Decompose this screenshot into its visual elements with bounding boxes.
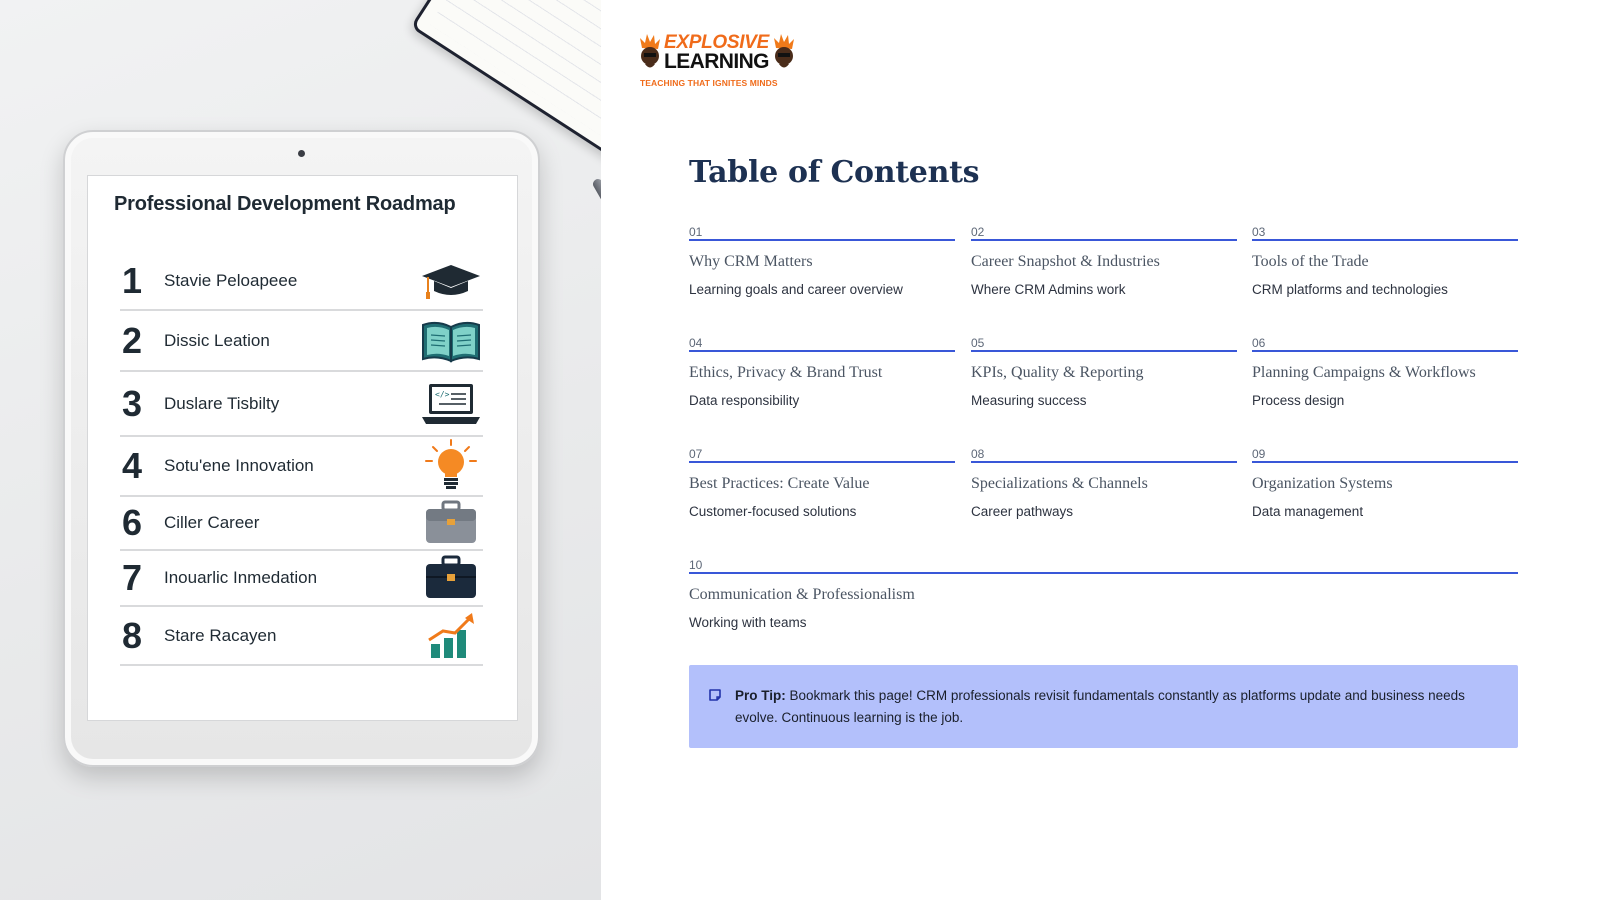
toc-item-06[interactable] [1252,336,1518,408]
briefcase-navy-icon [419,555,483,601]
roadmap-item-number: 7 [122,557,143,598]
svg-text:</>: </> [435,389,450,399]
toc-item-description: Customer-focused solutions [689,504,857,519]
roadmap-item-label: Duslare Tisbilty [164,393,280,413]
roadmap-item-number: 8 [122,614,143,656]
toc-item-description: Working with teams [689,615,807,630]
roadmap-item-number: 2 [122,319,143,361]
toc-item-01[interactable] [689,225,955,297]
open-book-icon [419,318,483,364]
page-title: Table of Contents [689,155,980,190]
hero-photo [0,0,601,900]
toc-item-02[interactable] [971,225,1237,297]
toc-item-description: Data responsibility [689,393,800,408]
brand-mascot-icon [638,34,662,72]
roadmap-item [120,551,483,607]
pro-tip-callout [689,665,1518,748]
toc-item-heading[interactable]: Best Practices: Create Value [689,475,870,492]
roadmap-item-number: 3 [122,382,143,424]
toc-item-07[interactable] [689,447,955,519]
toc-item-heading[interactable]: Tools of the Trade [1252,253,1369,270]
pro-tip-label: Pro Tip: [735,688,786,703]
toc-item-number: 04 [689,336,955,352]
roadmap-item [120,607,483,666]
tablet-camera [298,150,305,157]
roadmap-list [120,252,483,666]
pro-tip-text: Bookmark this page! CRM professionals revisit fundamentals constantly as platforms update and business needs evolve. Continuous learning is the job. [735,688,1465,725]
tablet-screen [87,175,518,721]
roadmap-title: Professional Development Roadmap [114,193,456,215]
roadmap-item-label: Sotu'ene Innovation [164,456,314,475]
toc-item-heading[interactable]: Career Snapshot & Industries [971,253,1160,270]
graduation-cap-icon [419,258,483,304]
toc-item-description: Learning goals and career overview [689,282,903,297]
roadmap-item-number: 6 [122,502,143,543]
toc-item-description: Where CRM Admins work [971,282,1126,297]
toc-item-description: Career pathways [971,504,1074,519]
roadmap-item [120,311,483,372]
toc-item-number: 03 [1252,225,1518,241]
roadmap-item [120,497,483,551]
toc-item-heading[interactable]: Ethics, Privacy & Brand Trust [689,364,883,381]
toc-item-number: 10 [689,558,1518,574]
toc-item-description: Measuring success [971,393,1087,408]
brand-line2: LEARNING [664,50,769,73]
note-icon [708,688,722,702]
toc-item-number: 08 [971,447,1237,463]
roadmap-item-label: Ciller Career [164,513,260,532]
growth-chart-icon [419,613,483,659]
lightbulb-icon [419,443,483,489]
toc-item-number: 07 [689,447,955,463]
toc-item-heading[interactable]: Why CRM Matters [689,253,813,270]
tablet-device [63,130,540,767]
brand-mascot-icon [772,34,796,72]
pen-decoration [591,177,601,243]
toc-item-heading[interactable]: KPIs, Quality & Reporting [971,364,1144,381]
toc-item-description: Data management [1252,504,1364,519]
toc-item-number: 09 [1252,447,1518,463]
toc-item-04[interactable] [689,336,955,408]
toc-item-number: 01 [689,225,955,241]
toc-item-08[interactable] [971,447,1237,519]
toc-item-number: 02 [971,225,1237,241]
roadmap-item [120,372,483,437]
toc-item-heading[interactable]: Specializations & Channels [971,475,1148,492]
toc-item-heading[interactable]: Communication & Professionalism [689,586,915,603]
roadmap-item-label: Dissic Leation [164,330,270,350]
toc-item-heading[interactable]: Organization Systems [1252,475,1393,492]
laptop-code-icon [419,381,483,427]
briefcase-gray-icon [419,500,483,546]
toc-item-09[interactable] [1252,447,1518,519]
toc-item-description: CRM platforms and technologies [1252,282,1448,297]
roadmap-item-number: 4 [122,445,143,486]
roadmap-item-label: Stare Racayen [164,625,277,645]
roadmap-item [120,437,483,497]
toc-item-number: 06 [1252,336,1518,352]
roadmap-item [120,252,483,311]
toc-item-description: Process design [1252,393,1345,408]
toc-item-heading[interactable]: Planning Campaigns & Workflows [1252,364,1476,381]
roadmap-item-label: Stavie Peloapeee [164,270,298,290]
roadmap-item-number: 1 [122,259,143,301]
roadmap-item-label: Inouarlic Inmedation [164,568,318,587]
toc-item-05[interactable] [971,336,1237,408]
brand-tagline: TEACHING THAT IGNITES MINDS [640,78,778,88]
toc-item-10[interactable] [689,558,1518,630]
brand-logo [636,32,796,92]
brand-line1: EXPLOSIVE [664,32,770,53]
toc-item-03[interactable] [1252,225,1518,297]
toc-item-number: 05 [971,336,1237,352]
